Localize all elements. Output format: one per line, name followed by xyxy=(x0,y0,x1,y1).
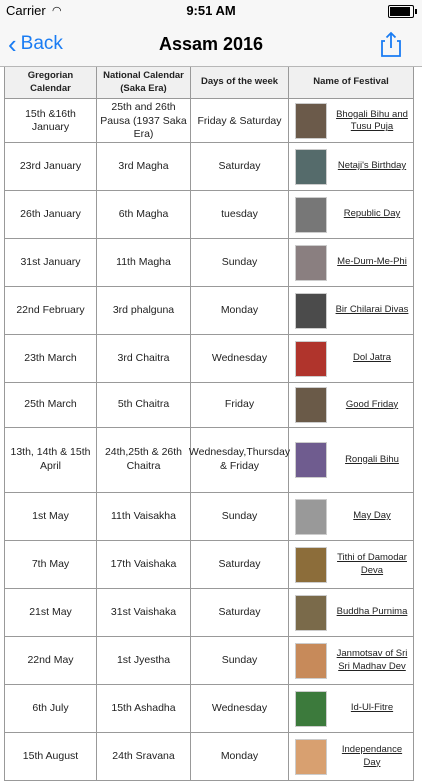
festival-thumbnail xyxy=(295,293,327,329)
festival-cell xyxy=(289,589,413,636)
table-row xyxy=(5,733,413,781)
table-row xyxy=(5,685,413,733)
clock: 9:51 AM xyxy=(186,3,236,18)
status-bar xyxy=(0,0,422,22)
saka-date-cell: 3rd Chaitra xyxy=(97,335,191,382)
festival-thumbnail xyxy=(295,499,327,535)
festival-thumbnail xyxy=(295,149,327,185)
festival-link[interactable]: Rongali Bihu xyxy=(345,453,399,465)
saka-date-cell: 31st Vaishaka xyxy=(97,589,191,636)
festival-thumbnail xyxy=(295,387,327,423)
festival-link[interactable]: Tithi of Damodar Deva xyxy=(337,551,407,576)
gregorian-date-cell: 26th January xyxy=(5,191,97,238)
saka-date-cell: 1st Jyestha xyxy=(97,637,191,684)
festival-link[interactable]: Good Friday xyxy=(345,398,399,410)
gregorian-date-cell: 7th May xyxy=(5,541,97,588)
weekday-cell: Monday xyxy=(191,287,289,334)
festival-thumbnail xyxy=(295,103,327,139)
table-row xyxy=(5,541,413,589)
table-header-row xyxy=(5,67,413,99)
festival-cell xyxy=(289,637,413,684)
festival-cell xyxy=(289,493,413,540)
wifi-icon: ◠ xyxy=(52,5,62,17)
saka-date-cell: 3rd Magha xyxy=(97,143,191,190)
navigation-bar xyxy=(0,22,422,67)
battery-icon xyxy=(388,5,414,18)
weekday-cell: Wednesday xyxy=(191,335,289,382)
festival-cell xyxy=(289,143,413,190)
festival-thumbnail xyxy=(295,197,327,233)
festival-cell xyxy=(289,191,413,238)
table-row xyxy=(5,428,413,493)
festival-thumbnail xyxy=(295,691,327,727)
festival-cell xyxy=(289,99,413,144)
table-row xyxy=(5,589,413,637)
table-row xyxy=(5,143,413,191)
gregorian-date-cell: 25th March xyxy=(5,383,97,427)
chevron-left-icon: ‹ xyxy=(8,29,17,59)
header-days: Days of the week xyxy=(191,67,289,98)
page-title: Assam 2016 xyxy=(158,34,264,54)
table-row xyxy=(5,637,413,685)
festival-link[interactable]: Dol Jatra xyxy=(352,352,391,364)
weekday-cell: Wednesday,Thursday & Friday xyxy=(191,428,289,492)
saka-date-cell: 11th Magha xyxy=(97,239,191,286)
table-row xyxy=(5,287,413,335)
gregorian-date-cell: 15th August xyxy=(5,733,97,780)
festival-link[interactable]: Netaji's Birthday xyxy=(337,160,407,172)
gregorian-date-cell: 22nd February xyxy=(5,287,97,334)
saka-date-cell: 6th Magha xyxy=(97,191,191,238)
table-row xyxy=(5,239,413,287)
saka-date-cell: 5th Chaitra xyxy=(97,383,191,427)
gregorian-date-cell: 23rd January xyxy=(5,143,97,190)
gregorian-date-cell: 6th July xyxy=(5,685,97,732)
header-festival: Name of Festival xyxy=(313,76,389,88)
gregorian-date-cell: 13th, 14th & 15th April xyxy=(5,428,97,492)
festival-link[interactable]: May Day xyxy=(353,510,391,522)
festival-table xyxy=(4,67,414,781)
weekday-cell: Wednesday xyxy=(191,685,289,732)
gregorian-date-cell: 22nd May xyxy=(5,637,97,684)
weekday-cell: Saturday xyxy=(191,143,289,190)
festival-thumbnail xyxy=(295,547,327,583)
festival-link[interactable]: Independance Day xyxy=(341,743,403,768)
table-row xyxy=(5,383,413,428)
table-row xyxy=(5,191,413,239)
festival-thumbnail xyxy=(295,245,327,281)
festival-link[interactable]: Buddha Purnima xyxy=(336,606,408,618)
festival-link[interactable]: Republic Day xyxy=(343,208,401,220)
header-gregorian: Gregorian Calendar xyxy=(5,67,97,98)
festival-link[interactable]: Bhogali Bihu and Tusu Puja xyxy=(336,108,408,133)
saka-date-cell: 17th Vaishaka xyxy=(97,541,191,588)
festival-link[interactable]: Bir Chilarai Divas xyxy=(335,304,409,316)
table-row xyxy=(5,493,413,541)
festival-cell xyxy=(289,287,413,334)
saka-date-cell: 24th,25th & 26th Chaitra xyxy=(97,428,191,492)
table-row xyxy=(5,99,413,143)
weekday-cell: Sunday xyxy=(191,239,289,286)
gregorian-date-cell: 21st May xyxy=(5,589,97,636)
back-button-label: Back xyxy=(20,33,63,54)
weekday-cell: Monday xyxy=(191,733,289,780)
festival-cell xyxy=(289,428,413,492)
festival-cell xyxy=(289,733,413,780)
saka-date-cell: 3rd phalguna xyxy=(97,287,191,334)
saka-date-cell: 11th Vaisakha xyxy=(97,493,191,540)
festival-thumbnail xyxy=(295,595,327,631)
saka-date-cell: 24th Sravana xyxy=(97,733,191,780)
weekday-cell: Sunday xyxy=(191,493,289,540)
header-national: National Calendar (Saka Era) xyxy=(97,67,191,98)
festival-cell xyxy=(289,239,413,286)
festival-thumbnail xyxy=(295,739,327,775)
gregorian-date-cell: 1st May xyxy=(5,493,97,540)
festival-link[interactable]: Me-Dum-Me-Phi xyxy=(337,256,407,268)
festival-thumbnail xyxy=(295,442,327,478)
saka-date-cell: 25th and 26th Pausa (1937 Saka Era) xyxy=(97,99,191,144)
festival-thumbnail xyxy=(295,341,327,377)
table-row xyxy=(5,335,413,383)
weekday-cell: tuesday xyxy=(191,191,289,238)
share-icon xyxy=(378,30,404,58)
gregorian-date-cell: 31st January xyxy=(5,239,97,286)
weekday-cell: Friday & Saturday xyxy=(191,99,289,144)
weekday-cell: Sunday xyxy=(191,637,289,684)
festival-cell xyxy=(289,685,413,732)
gregorian-date-cell: 15th &16th January xyxy=(5,99,97,144)
web-content[interactable] xyxy=(0,67,422,768)
festival-link[interactable]: Id-Ul-Fitre xyxy=(350,702,394,714)
saka-date-cell: 15th Ashadha xyxy=(97,685,191,732)
festival-cell xyxy=(289,335,413,382)
festival-cell xyxy=(289,541,413,588)
festival-link[interactable]: Janmotsav of Sri Sri Madhav Dev xyxy=(336,647,408,672)
carrier-label: Carrier xyxy=(6,3,46,18)
festival-cell xyxy=(289,383,413,427)
share-button[interactable] xyxy=(378,30,404,58)
gregorian-date-cell: 23th March xyxy=(5,335,97,382)
weekday-cell: Saturday xyxy=(191,589,289,636)
weekday-cell: Saturday xyxy=(191,541,289,588)
weekday-cell: Friday xyxy=(191,383,289,427)
festival-thumbnail xyxy=(295,643,327,679)
